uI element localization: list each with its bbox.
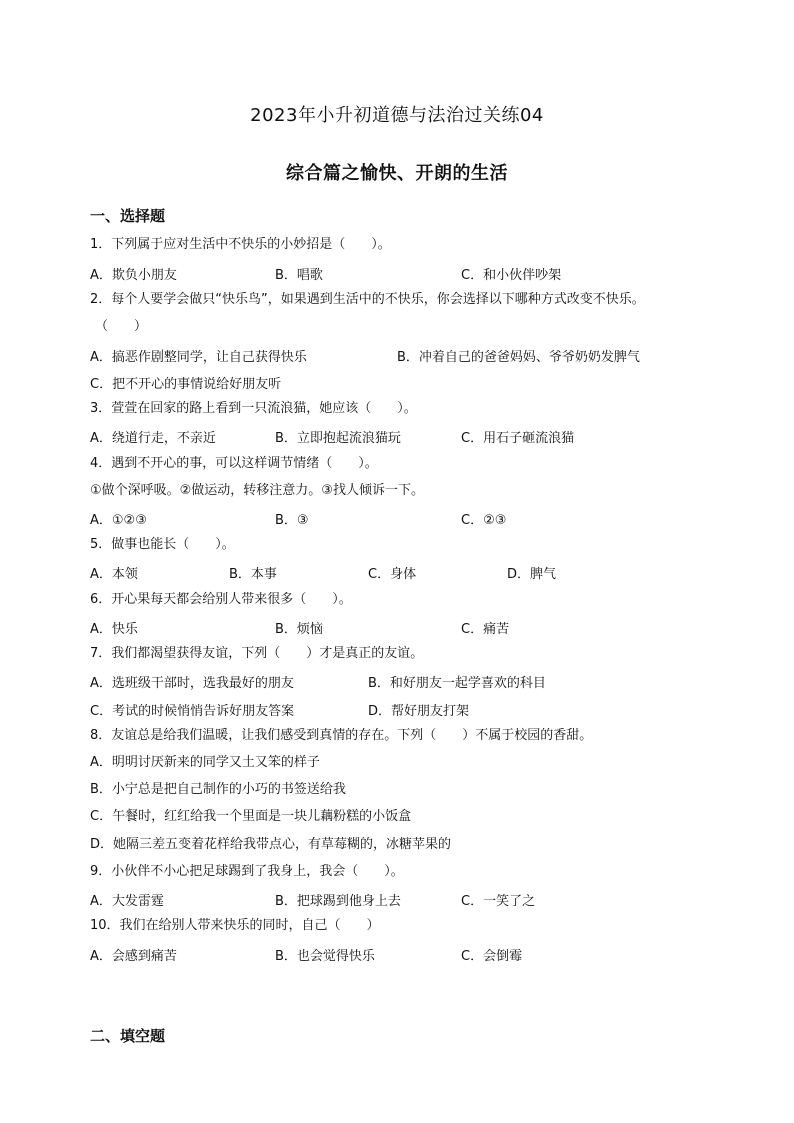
question-8-option-c: C．午餐时，红红给我一个里面是一块儿藕粉糕的小饭盒 <box>90 809 412 824</box>
question-10-stem: 10．我们在给别人带来快乐的同时，自己（ ） <box>90 918 380 933</box>
question-2-option-b: B．冲着自己的爸爸妈妈、爷爷奶奶发脾气 <box>397 350 640 365</box>
question-3-option-b: B．立即抱起流浪猫玩 <box>275 431 401 446</box>
question-8-option-d: D．她隔三差五变着花样给我带点心，有草莓糊的，冰糖苹果的 <box>90 837 452 852</box>
question-10-option-b: B．也会觉得快乐 <box>275 949 375 964</box>
question-6-option-a: A．快乐 <box>90 622 138 637</box>
question-8-option-b: B．小宁总是把自己制作的小巧的书签送给我 <box>90 782 346 797</box>
question-9-stem: 9．小伙伴不小心把足球踢到了我身上，我会（ ）。 <box>90 864 404 879</box>
question-6-option-c: C．痛苦 <box>461 622 510 637</box>
question-2-option-c: C．把不开心的事情说给好朋友听 <box>90 377 282 392</box>
section-heading-fill-blank: 二、填空题 <box>90 1027 166 1045</box>
question-4-option-b: B．③ <box>275 513 309 528</box>
question-9-option-c: C．一笑了之 <box>461 894 536 909</box>
question-2-stem-continued: （ ） <box>95 319 148 334</box>
question-6-option-b: B．烦恼 <box>275 622 323 637</box>
question-7-option-a: A．选班级干部时，选我最好的朋友 <box>90 676 294 691</box>
question-5-option-a: A．本领 <box>90 567 138 582</box>
question-3-stem: 3．萱萱在回家的路上看到一只流浪猫，她应该（ ）。 <box>90 401 417 416</box>
question-9-option-a: A．大发雷霆 <box>90 894 164 909</box>
question-4-option-a: A．①②③ <box>90 513 147 528</box>
question-4-option-c: C．②③ <box>461 513 507 528</box>
question-4-stem-continued: ①做个深呼吸。②做运动，转移注意力。③找人倾诉一下。 <box>90 483 424 498</box>
question-1-option-b: B．唱歌 <box>275 268 323 283</box>
question-6-stem: 6．开心果每天都会给别人带来很多（ ）。 <box>90 592 352 607</box>
question-1-stem: 1．下列属于应对生活中不快乐的小妙招是（ ）。 <box>90 237 391 252</box>
question-1-option-a: A．欺负小朋友 <box>90 268 177 283</box>
question-4-stem: 4．遇到不开心的事，可以这样调节情绪（ ）。 <box>90 456 378 471</box>
question-8-stem: 8．友谊总是给我们温暖，让我们感受到真情的存在。下列（ ）不属于校园的香甜。 <box>90 728 593 743</box>
question-10-option-c: C．会倒霉 <box>461 949 523 964</box>
document-subtitle: 综合篇之愉快、开朗的生活 <box>286 163 508 184</box>
question-7-stem: 7．我们都渴望获得友谊，下列（ ）才是真正的友谊。 <box>90 646 424 661</box>
question-3-option-a: A．绕道行走，不亲近 <box>90 431 216 446</box>
question-5-stem: 5．做事也能长（ ）。 <box>90 537 235 552</box>
question-9-option-b: B．把球踢到他身上去 <box>275 894 401 909</box>
question-5-option-d: D．脾气 <box>507 567 557 582</box>
document-title: 2023年小升初道德与法治过关练04 <box>250 105 544 126</box>
section-heading-choice: 一、选择题 <box>90 207 166 225</box>
question-7-option-d: D．帮好朋友打架 <box>368 704 470 719</box>
question-7-option-b: B．和好朋友一起学喜欢的科目 <box>368 676 546 691</box>
question-8-option-a: A．明明讨厌新来的同学又土又笨的样子 <box>90 755 320 770</box>
question-3-option-c: C．用石子砸流浪猫 <box>461 431 575 446</box>
question-5-option-c: C．身体 <box>368 567 417 582</box>
question-7-option-c: C．考试的时候悄悄告诉好朋友答案 <box>90 704 295 719</box>
question-2-stem: 2．每个人要学会做只“快乐鸟”，如果遇到生活中的不快乐，你会选择以下哪种方式改变不快乐。 <box>90 292 645 307</box>
question-5-option-b: B．本事 <box>229 567 277 582</box>
question-1-option-c: C．和小伙伴吵架 <box>461 268 562 283</box>
question-10-option-a: A．会感到痛苦 <box>90 949 177 964</box>
question-2-option-a: A．搞恶作剧整同学，让自己获得快乐 <box>90 350 307 365</box>
